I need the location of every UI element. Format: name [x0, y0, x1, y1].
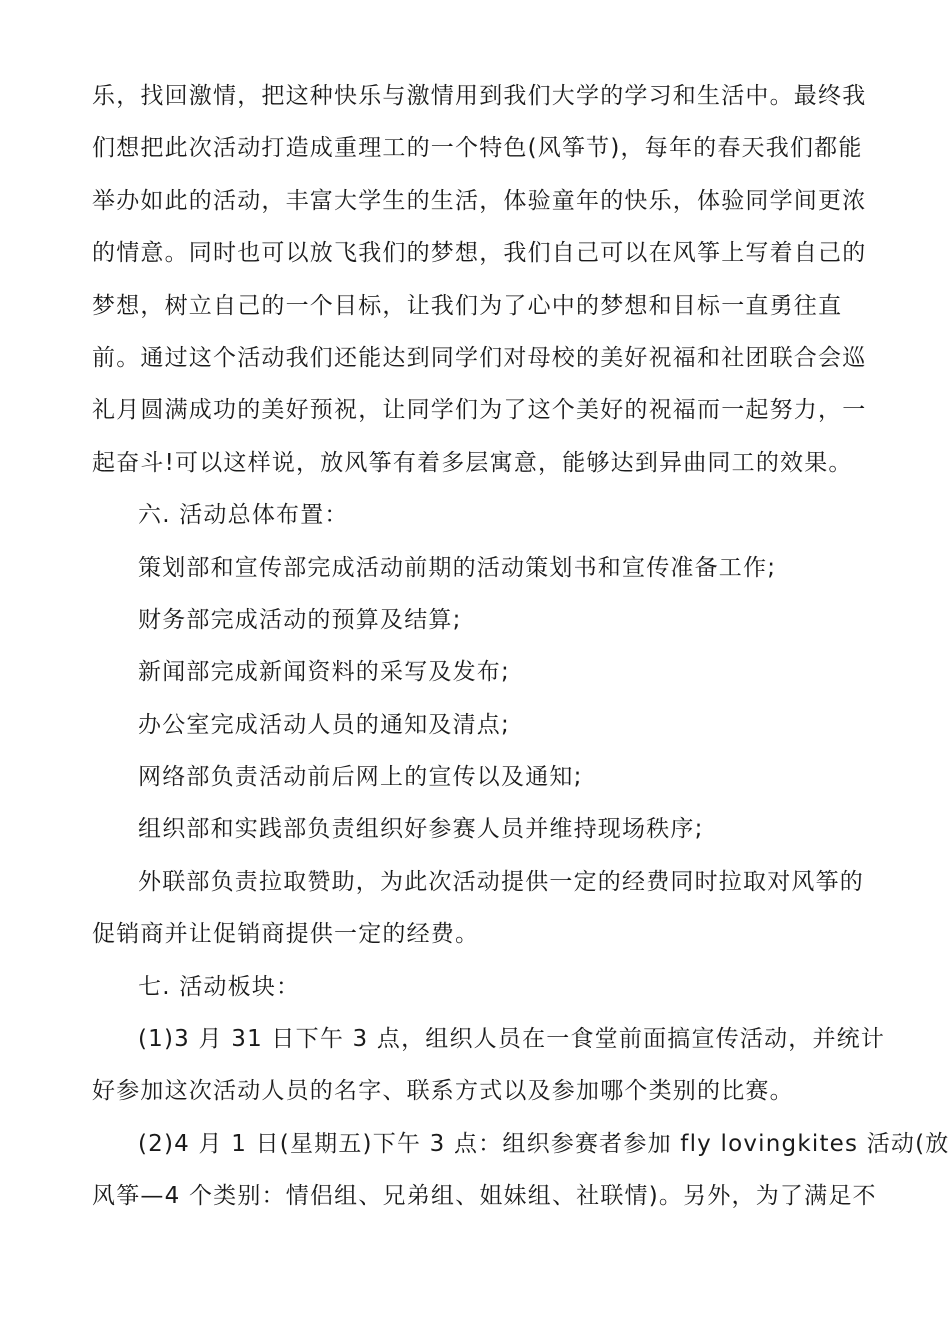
section-7: [92, 961, 950, 1223]
activity-item-1: (1)3 月 31 日下午 3 点，组织人员在一食堂前面搞宣传活动，并统计: [138, 1026, 886, 1053]
text-line: 礼月圆满成功的美好预祝，让同学们为了这个美好的祝福而一起努力，一: [92, 397, 867, 424]
list-item: 组织部和实践部负责组织好参赛人员并维持现场秩序;: [138, 816, 704, 843]
text-line: 们想把此次活动打造成重理工的一个特色(风筝节)，每年的春天我们都能: [92, 135, 863, 162]
text-line: 前。通过这个活动我们还能达到同学们对母校的美好祝福和社团联合会巡: [92, 344, 867, 371]
text-line: 梦想，树立自己的一个目标，让我们为了心中的梦想和目标一直勇往直: [92, 292, 843, 319]
document-page: [92, 0, 950, 1223]
list-item: 办公室完成活动人员的通知及清点;: [138, 711, 510, 738]
list-item: 财务部完成活动的预算及结算;: [138, 606, 462, 633]
text-line: 举办如此的活动，丰富大学生的生活，体验童年的快乐，体验同学间更浓: [92, 187, 867, 214]
list-item: 外联部负责拉取赞助，为此次活动提供一定的经费同时拉取对风筝的: [138, 868, 864, 895]
activity-item-2-continued: 风筝—4 个类别：情侣组、兄弟组、姐妹组、社联情)。另外，为了满足不: [92, 1183, 877, 1210]
section-6-heading: 六. 活动总体布置：: [138, 502, 349, 529]
list-item: 策划部和宣传部完成活动前期的活动策划书和宣传准备工作;: [138, 554, 777, 581]
text-line: 起奋斗!可以这样说，放风筝有着多层寓意，能够达到异曲同工的效果。: [92, 449, 853, 476]
section-7-heading: 七. 活动板块：: [138, 973, 301, 1000]
activity-item-2: (2)4 月 1 日(星期五)下午 3 点：组织参赛者参加 fly lovingkites 活动(放: [138, 1130, 950, 1157]
list-item: 网络部负责活动前后网上的宣传以及通知;: [138, 764, 583, 791]
intro-paragraph: [92, 70, 867, 489]
activity-item-1-continued: 好参加这次活动人员的名字、联系方式以及参加哪个类别的比赛。: [92, 1078, 794, 1105]
list-item-continued: 促销商并让促销商提供一定的经费。: [92, 921, 480, 948]
text-line: 乐，找回激情，把这种快乐与激情用到我们大学的学习和生活中。最终我: [92, 83, 867, 109]
section-6: [92, 489, 862, 961]
list-item: 新闻部完成新闻资料的采写及发布;: [138, 659, 510, 686]
text-line: 的情意。同时也可以放飞我们的梦想，我们自己可以在风筝上写着自己的: [92, 240, 867, 267]
